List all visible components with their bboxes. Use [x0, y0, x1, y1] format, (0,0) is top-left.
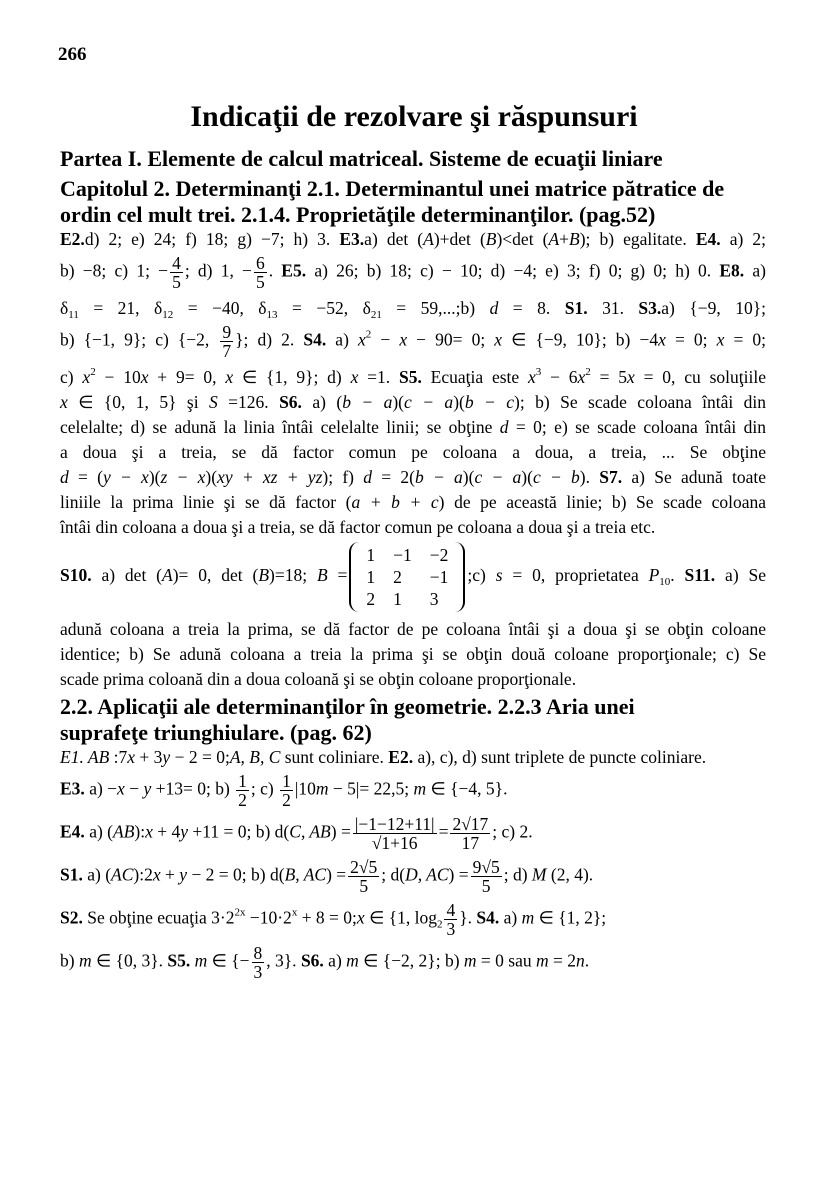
text-segment: ∈ {1, 9}; d) — [233, 367, 351, 387]
fraction — [236, 772, 249, 809]
denominator: 5 — [359, 876, 369, 896]
text-segment: x — [140, 367, 149, 387]
text-segment: = 0; — [724, 329, 767, 350]
text-line — [60, 618, 766, 640]
text-segment: ):2 — [133, 864, 153, 885]
text-line — [60, 323, 766, 360]
text-segment: = 0; — [665, 329, 717, 350]
matrix-cell: 2 — [393, 567, 402, 587]
exercise-label: S5. — [398, 367, 422, 387]
text-segment: a) det ( — [91, 565, 163, 586]
text-segment: δ — [60, 298, 69, 318]
text-segment: , 3}. — [266, 950, 301, 971]
exercise-label: S6. — [300, 950, 324, 971]
text-segment: B — [258, 565, 270, 586]
text-segment: x — [716, 329, 725, 350]
text-segment: a) — [744, 260, 767, 281]
text-segment: a) — [499, 907, 522, 928]
text-segment: )( — [521, 467, 533, 487]
text-line — [60, 366, 766, 388]
numerator: 1 — [238, 771, 247, 791]
answers-section-2-1 — [60, 228, 766, 690]
matrix-cell: 1 — [366, 545, 376, 565]
text-segment: x — [145, 821, 153, 842]
exercise-label: S4. — [476, 907, 500, 928]
text-segment: ∈ {1, 2}; — [534, 907, 607, 928]
text-segment: ∈ {− — [207, 950, 250, 971]
text-segment: + 3 — [135, 747, 163, 767]
text-segment: }. — [459, 907, 477, 928]
text-segment: B — [569, 229, 580, 249]
text-segment: b) — [60, 950, 79, 971]
text-line — [60, 254, 766, 291]
text-segment: E1. AB — [60, 747, 110, 767]
matrix-cell: −2 — [429, 545, 449, 565]
matrix-cell: 1 — [366, 567, 376, 587]
text-segment: ); b) egalitate. — [579, 229, 696, 249]
text-segment: identice; b) Se adună coloana a treia la prima şi se obţin două coloane proporţionale; c) Se — [60, 644, 766, 664]
text-segment: x — [82, 367, 91, 387]
text-line — [60, 491, 766, 513]
text-segment: 2 — [585, 366, 591, 378]
text-segment: d) 2; e) 24; f) 18; g) −7; h) 3. — [84, 229, 340, 249]
text-segment: :7 — [109, 747, 128, 767]
text-segment: + — [559, 229, 570, 249]
text-line — [60, 746, 766, 768]
matrix-cell: −1 — [393, 545, 412, 565]
text-segment: ) = — [326, 864, 347, 885]
text-segment: x — [117, 778, 125, 799]
fraction — [444, 901, 457, 938]
text-segment: sunt coliniare. — [280, 747, 389, 767]
fraction — [471, 858, 502, 895]
text-segment: a) det ( — [364, 229, 424, 249]
text-segment: + 8 = 0; — [297, 907, 357, 928]
text-segment: scade prima coloană din a doua coloană şi se obţin coloane proporţionale. — [60, 669, 577, 689]
text-segment: a) Se — [715, 565, 767, 586]
matrix — [349, 542, 465, 612]
text-segment: b − a — [414, 467, 463, 487]
denominator: 5 — [481, 876, 491, 896]
text-segment: a), c), d) sunt triplete de puncte coliniare. — [413, 747, 707, 767]
text-segment: ∈ {1, log — [364, 907, 437, 928]
denominator: 2 — [282, 790, 291, 810]
numerator: 2√17 — [452, 814, 489, 834]
numerator: 4 — [446, 900, 456, 920]
text-segment: a) ( — [84, 821, 113, 842]
denominator: 5 — [172, 272, 181, 292]
text-segment: c) — [60, 367, 83, 387]
text-segment: ; d) 1, − — [184, 260, 252, 281]
text-segment: x — [291, 906, 298, 919]
matrix-cell: 3 — [429, 589, 439, 609]
matrix-cell: 1 — [393, 589, 402, 609]
text-segment: ∈ {−9, 10}; b) −4 — [502, 329, 659, 350]
text-segment: . — [584, 950, 590, 971]
text-segment: ); f) — [322, 467, 364, 487]
text-line — [60, 668, 766, 690]
text-segment: y — [179, 864, 188, 885]
text-segment: D, AC — [405, 864, 449, 885]
text-segment: Ecuaţia este — [421, 367, 528, 387]
text-line — [60, 416, 766, 438]
text-segment: xy + xz + yz — [217, 467, 323, 487]
exercise-label: S11. — [684, 565, 716, 586]
text-segment: 3 — [535, 366, 542, 378]
text-segment: )( — [462, 467, 475, 487]
text-line — [60, 542, 766, 612]
text-line — [60, 772, 766, 809]
text-segment: x — [627, 367, 635, 387]
text-segment: d — [363, 467, 372, 487]
text-segment: )( — [392, 392, 405, 412]
text-segment: A — [423, 229, 434, 249]
text-segment: x — [399, 329, 408, 350]
text-segment: P — [648, 565, 660, 586]
numerator: 9√5 — [472, 857, 500, 877]
exercise-label: S10. — [60, 565, 92, 586]
text-segment: c − a — [474, 467, 522, 487]
text-segment: a) {−9, 10}; — [661, 298, 766, 318]
text-segment: y — [143, 778, 152, 799]
denominator: 3 — [446, 919, 456, 939]
text-segment: 10 — [659, 576, 671, 589]
text-segment: ; c) — [250, 778, 279, 799]
text-segment: x — [357, 329, 366, 350]
denominator: 7 — [222, 341, 232, 361]
section-heading-cont: suprafeţe triunghiulare. (pag. 62) — [60, 720, 372, 745]
text-line — [60, 516, 766, 538]
exercise-label: E3. — [60, 778, 85, 799]
numerator: |−1−12+11| — [354, 814, 435, 834]
text-line — [60, 466, 766, 488]
text-segment: )( — [205, 467, 218, 487]
text-segment: |10 — [294, 778, 316, 799]
text-segment: d — [499, 417, 509, 437]
text-segment: ) = — [330, 821, 351, 842]
text-segment: = 21, δ — [78, 298, 163, 318]
text-segment: b − c — [464, 392, 515, 412]
text-segment: (2, 4). — [546, 864, 594, 885]
denominator: 17 — [461, 833, 480, 853]
text-segment: = 0, cu soluţiile — [634, 367, 766, 387]
text-segment: x — [527, 367, 536, 387]
text-segment: 11 — [68, 309, 79, 321]
chapter-heading-cont: ordin cel mult trei. 2.1.4. Proprietăţile determinanţilor. (pag.52) — [60, 202, 656, 227]
text-segment: liniile la prima linie şi se dă factor ( — [60, 492, 352, 512]
text-segment: AB — [113, 821, 135, 842]
exercise-label: S1. — [564, 298, 588, 318]
numerator: 6 — [255, 253, 265, 273]
text-segment: 2 — [436, 918, 443, 931]
fraction — [170, 254, 183, 291]
part-heading: Partea I. Elemente de calcul matriceal. Sisteme de ecuaţii liniare — [60, 146, 663, 171]
exercise-label: S4. — [303, 329, 327, 350]
page-number: 266 — [58, 44, 87, 65]
text-segment: ;c) — [467, 565, 496, 586]
fraction — [348, 858, 379, 895]
numerator: 1 — [282, 771, 291, 791]
text-segment: a) — [326, 329, 358, 350]
text-segment: S — [209, 392, 218, 412]
matrix-cell: −1 — [429, 567, 449, 587]
text-segment: a + b + c — [351, 492, 439, 512]
section-heading: 2.2. Aplicaţii ale determinanţilor în geometrie. 2.2.3 Aria unei — [60, 694, 635, 719]
text-segment: ; d( — [381, 864, 406, 885]
text-segment: celelalte; d) se adună la linia întâi celelalte linii; se obţine — [60, 417, 500, 437]
text-segment: z − x — [160, 467, 206, 487]
text-segment: = 5 — [590, 367, 628, 387]
text-segment: = 8. — [498, 298, 565, 318]
text-segment: = — [438, 821, 449, 842]
text-line — [60, 944, 766, 981]
text-segment: a) ( — [301, 392, 343, 412]
text-segment: }; d) 2. — [235, 329, 304, 350]
fraction — [220, 323, 233, 360]
text-segment: m — [413, 778, 427, 799]
text-segment: ): — [134, 821, 146, 842]
text-segment: x — [225, 367, 234, 387]
text-segment: ∈ {0, 3}. — [91, 950, 168, 971]
text-segment: − 90= 0; — [407, 329, 495, 350]
text-segment: − 5|= 22,5; — [328, 778, 414, 799]
answers-section-2-2 — [60, 746, 766, 981]
denominator: 2 — [238, 790, 247, 810]
text-segment: = — [327, 565, 348, 586]
text-segment: = 59,...;b) — [381, 298, 490, 318]
text-segment: b − a — [342, 392, 393, 412]
text-segment: B — [485, 229, 497, 249]
text-segment: ∈ {−2, 2}; b) — [358, 950, 464, 971]
text-segment: )<det ( — [496, 229, 549, 249]
text-segment: ) de pe această linie; b) Se scade coloana — [438, 492, 766, 512]
text-segment: y — [162, 747, 171, 767]
text-segment: b) {−1, 9}; c) {−2, — [60, 329, 219, 350]
text-segment: =1. — [358, 367, 399, 387]
text-segment: − 2 = 0; b) d( — [187, 864, 285, 885]
text-segment: m — [463, 950, 477, 971]
text-segment: C, AB — [289, 821, 331, 842]
text-segment: d — [489, 298, 499, 318]
fraction — [450, 815, 490, 852]
matrix-cell: 2 — [366, 589, 376, 609]
text-segment: a) ( — [82, 864, 112, 885]
exercise-label: E2. — [388, 747, 414, 767]
text-segment: 13 — [266, 309, 278, 321]
text-segment: x — [127, 747, 136, 767]
text-segment: ∈ {0, 1, 5} şi — [67, 392, 209, 412]
text-segment: s — [495, 565, 503, 586]
text-segment: a) − — [84, 778, 118, 799]
exercise-label: E4. — [695, 229, 721, 249]
text-segment: Se obţine ecuaţia 3·2 — [82, 907, 235, 928]
text-segment: m — [315, 778, 329, 799]
text-segment: 21 — [370, 309, 382, 321]
denominator: 3 — [253, 962, 263, 982]
text-segment: A — [162, 565, 173, 586]
text-segment: . — [268, 260, 282, 281]
text-line — [60, 815, 766, 852]
text-segment: )= 0, det ( — [172, 565, 259, 586]
text-segment: b) −8; c) 1; − — [60, 260, 169, 281]
text-segment: n — [576, 950, 585, 971]
text-segment: B — [316, 565, 328, 586]
chapter-heading: Capitolul 2. Determinanţi 2.1. Determinantul unei matrice pătratice de — [60, 176, 725, 201]
text-segment: − — [371, 329, 400, 350]
exercise-label: E2. — [60, 229, 85, 249]
text-segment: +11 = 0; b) d( — [188, 821, 290, 842]
text-segment: AC — [111, 864, 134, 885]
text-segment: = 2( — [372, 467, 415, 487]
answers-body — [60, 228, 766, 1007]
text-segment: a doua şi a treia, se dă factor comun pe coloana a doua, a treia, ... Se obţine — [60, 442, 766, 462]
fraction — [252, 944, 265, 981]
exercise-label: E3. — [339, 229, 365, 249]
text-segment: + 4 — [152, 821, 181, 842]
text-segment: m — [346, 950, 359, 971]
exercise-label: E4. — [60, 821, 85, 842]
exercise-label: S3. — [638, 298, 662, 318]
text-segment: A — [548, 229, 560, 249]
text-segment: ) = — [448, 864, 469, 885]
text-segment: x — [494, 329, 503, 350]
fraction — [353, 815, 437, 852]
exercise-label: S5. — [167, 950, 191, 971]
page-title: Indicaţii de rezolvare şi răspunsuri — [190, 100, 638, 133]
text-segment: x — [350, 367, 359, 387]
text-segment: a) Se adună toate — [622, 467, 767, 487]
text-segment: = 0, proprietatea — [502, 565, 649, 586]
exercise-label: S2. — [60, 907, 83, 928]
text-segment: m — [536, 950, 549, 971]
text-segment: m — [521, 907, 535, 928]
text-segment: a) 2; — [720, 229, 766, 249]
exercise-label: S6. — [279, 392, 302, 412]
text-segment: = −52, δ — [277, 298, 371, 318]
text-segment: ∈ {−4, 5}. — [426, 778, 508, 799]
text-segment: x — [658, 329, 666, 350]
text-line — [60, 901, 766, 938]
text-segment: − — [124, 778, 144, 799]
text-segment: a) 26; b) 18; c) − 10; d) −4; e) 3; f) 0; g) 0; h) 0. — [306, 260, 720, 281]
numerator: 4 — [172, 253, 181, 273]
exercise-label: S7. — [599, 467, 623, 487]
text-segment: x — [577, 367, 586, 387]
text-segment: =126. — [217, 392, 280, 412]
text-segment: +13= 0; b) — [151, 778, 235, 799]
text-segment: 2 — [365, 328, 372, 341]
text-segment: )( — [453, 392, 465, 412]
text-segment: − 10 — [95, 367, 141, 387]
text-segment: y − x — [102, 467, 149, 487]
text-segment: M — [531, 864, 547, 885]
text-line — [60, 297, 766, 319]
text-segment: 2 — [90, 366, 96, 378]
text-segment: adună coloana a treia la prima, se dă factor de pe coloana întâi şi a doua şi se obţin coloane — [60, 619, 766, 639]
text-segment: 2x — [234, 906, 246, 919]
denominator: 5 — [255, 272, 265, 292]
text-segment: )( — [148, 467, 161, 487]
text-segment: = −40, δ — [173, 298, 267, 318]
text-segment: c − b — [532, 467, 580, 487]
text-segment: ). — [579, 467, 600, 487]
text-segment: întâi din coloana a doua şi a treia, se dă factor comun pe coloana a doua şi a treia etc. — [60, 517, 656, 537]
text-segment: = 0 sau — [476, 950, 536, 971]
text-segment: d — [60, 467, 69, 487]
numerator: 9 — [222, 322, 232, 342]
text-segment: −10·2 — [245, 907, 292, 928]
text-segment: a) — [323, 950, 347, 971]
text-segment: = ( — [68, 467, 103, 487]
text-segment: y — [180, 821, 189, 842]
text-segment: )+det ( — [433, 229, 486, 249]
fraction — [254, 254, 267, 291]
text-segment: 12 — [162, 309, 174, 321]
text-segment: x — [60, 392, 68, 412]
text-line — [60, 228, 766, 250]
text-segment: ; c) 2. — [492, 821, 533, 842]
text-segment: )=18; — [269, 565, 317, 586]
text-segment: x — [356, 907, 365, 928]
numerator: 2√5 — [350, 857, 378, 877]
text-line — [60, 441, 766, 463]
text-segment: = 2 — [548, 950, 577, 971]
fraction — [280, 772, 293, 809]
text-segment: ); b) Se scade coloana întâi din — [514, 392, 767, 412]
text-line — [60, 391, 766, 413]
text-segment: = 0; e) se scade coloana întâi din — [508, 417, 766, 437]
text-segment: A, B, C — [229, 747, 281, 767]
text-segment: m — [78, 950, 92, 971]
text-segment: m — [194, 950, 208, 971]
text-segment: + — [160, 864, 180, 885]
text-segment: . — [670, 565, 685, 586]
numerator: 8 — [253, 943, 263, 963]
text-segment: − 2 = 0; — [170, 747, 230, 767]
text-segment: − 6 — [541, 367, 578, 387]
text-segment: 31. — [587, 298, 639, 318]
exercise-label: S1. — [60, 864, 83, 885]
exercise-label: E5. — [281, 260, 307, 281]
text-line — [60, 643, 766, 665]
text-segment: x — [152, 864, 161, 885]
text-segment: c − a — [404, 392, 454, 412]
text-segment: + 9= 0, — [148, 367, 226, 387]
denominator: √1+16 — [371, 833, 418, 853]
text-line — [60, 858, 766, 895]
exercise-label: E8. — [719, 260, 745, 281]
text-segment: ; d) — [503, 864, 532, 885]
text-segment: B, AC — [284, 864, 327, 885]
